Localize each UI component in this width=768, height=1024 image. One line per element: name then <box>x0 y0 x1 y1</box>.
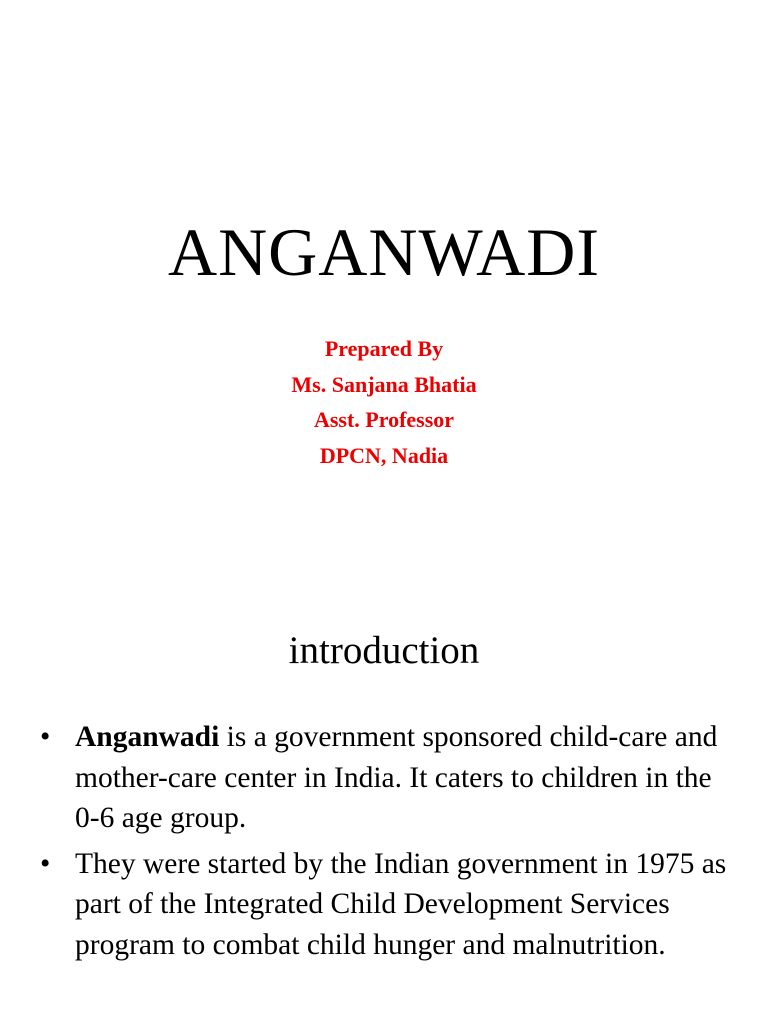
slide-title: ANGANWADI <box>167 214 601 290</box>
bullet-item <box>0 844 768 966</box>
credit-author-name: Ms. Sanjana Bhatia <box>291 371 477 397</box>
bullet-dot-icon: • <box>40 721 51 753</box>
bullet-text: is a government sponsored child-care and mother-care center in India. It caters to children in the 0-6 age group. <box>75 721 718 834</box>
bullet-dot-icon: • <box>40 847 51 880</box>
bullet-item <box>0 717 768 839</box>
bullet-list <box>0 717 768 970</box>
introduction-slide <box>0 576 768 1024</box>
credit-institution: DPCN, Nadia <box>319 442 449 468</box>
credit-designation: Asst. Professor <box>313 407 455 432</box>
bullet-bold-term: Anganwadi <box>75 721 220 753</box>
author-credits <box>0 331 768 473</box>
bullet-text: They were started by the Indian government in 1975 as part of the Integrated Child Development Services program to combat child hunger and malnutrition. <box>75 847 727 961</box>
section-heading: introduction <box>288 629 480 672</box>
credit-prepared-by: Prepared By <box>324 336 444 361</box>
